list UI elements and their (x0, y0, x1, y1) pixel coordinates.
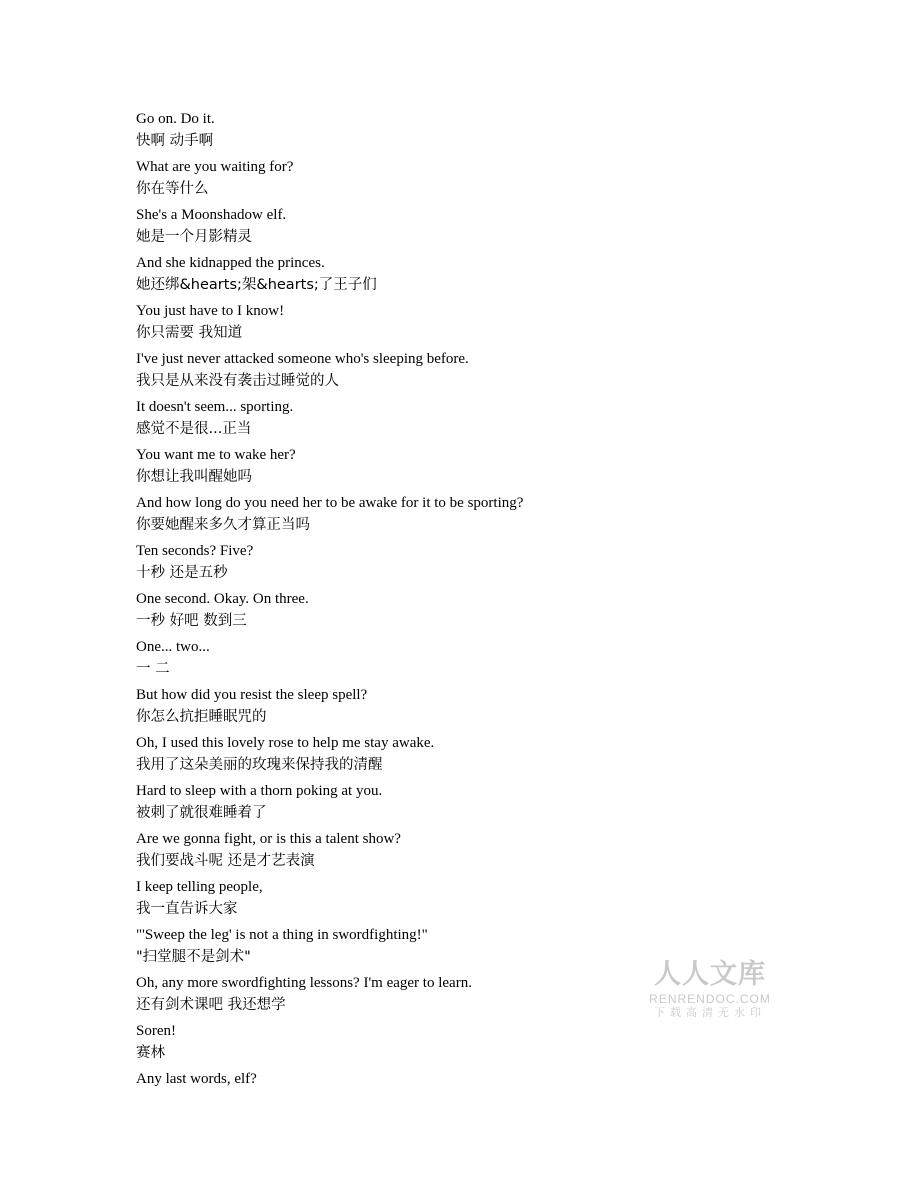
subtitle-pair (136, 108, 756, 153)
english-line: Oh, any more swordfighting lessons? I'm eager to learn. (136, 975, 472, 991)
subtitle-pair (136, 876, 756, 921)
english-line: And how long do you need her to be awake for it to be sporting? (136, 495, 524, 511)
chinese-line: 赛林 (136, 1045, 165, 1061)
chinese-line: 被刺了就很难睡着了 (136, 805, 267, 821)
chinese-line: 还有剑术课吧 我还想学 (136, 997, 286, 1013)
subtitle-pair (136, 1068, 756, 1090)
subtitle-pair (136, 444, 756, 489)
chinese-line: 快啊 动手啊 (136, 133, 214, 149)
chinese-line: 我用了这朵美丽的玫瑰来保持我的清醒 (136, 757, 383, 773)
subtitle-pair (136, 540, 756, 585)
chinese-line: 十秒 还是五秒 (136, 565, 228, 581)
english-line: Ten seconds? Five? (136, 543, 254, 559)
chinese-line: "扫堂腿不是剑术" (136, 949, 251, 965)
english-line: You want me to wake her? (136, 447, 296, 463)
subtitle-pair (136, 828, 756, 873)
subtitle-list (136, 108, 756, 1090)
english-line: Any last words, elf? (136, 1071, 257, 1087)
english-line: Oh, I used this lovely rose to help me stay awake. (136, 735, 435, 751)
chinese-line: 我只是从来没有袭击过睡觉的人 (136, 373, 339, 389)
english-line: It doesn't seem... sporting. (136, 399, 294, 415)
english-line: You just have to I know! (136, 303, 285, 319)
subtitle-pair (136, 396, 756, 441)
english-line: Hard to sleep with a thorn poking at you. (136, 783, 383, 799)
chinese-line: 她还绑&hearts;架&hearts;了王子们 (136, 277, 377, 293)
chinese-line: 感觉不是很...正当 (136, 421, 252, 437)
english-line: Go on. Do it. (136, 111, 215, 127)
chinese-line: 你要她醒来多久才算正当吗 (136, 517, 310, 533)
english-line: Are we gonna fight, or is this a talent show? (136, 831, 401, 847)
subtitle-pair (136, 492, 756, 537)
watermark-title: 人人文库 (654, 959, 766, 990)
chinese-line: 你在等什么 (136, 181, 209, 197)
english-line: I've just never attacked someone who's sleeping before. (136, 351, 469, 367)
subtitle-pair (136, 780, 756, 825)
chinese-line: 你想让我叫醒她吗 (136, 469, 252, 485)
watermark-tagline: 下载高清无水印 (654, 1006, 766, 1019)
chinese-line: 你怎么抗拒睡眠咒的 (136, 709, 267, 725)
chinese-line: 她是一个月影精灵 (136, 229, 252, 245)
english-line: One... two... (136, 639, 210, 655)
subtitle-pair (136, 300, 756, 345)
watermark-domain: RENRENDOC.COM (649, 992, 771, 1006)
chinese-line: 你只需要 我知道 (136, 325, 243, 341)
english-line: What are you waiting for? (136, 159, 294, 175)
watermark-logo (648, 958, 772, 1020)
chinese-line: 一秒 好吧 数到三 (136, 613, 247, 629)
subtitle-pair (136, 204, 756, 249)
english-line: One second. Okay. On three. (136, 591, 309, 607)
subtitle-pair (136, 348, 756, 393)
subtitle-pair (136, 636, 756, 681)
english-line: She's a Moonshadow elf. (136, 207, 287, 223)
english-line: I keep telling people, (136, 879, 263, 895)
chinese-line: 我们要战斗呢 还是才艺表演 (136, 853, 315, 869)
subtitle-pair (136, 1020, 756, 1065)
english-line: "'Sweep the leg' is not a thing in swordfighting!" (136, 927, 428, 943)
english-line: And she kidnapped the princes. (136, 255, 325, 271)
english-line: But how did you resist the sleep spell? (136, 687, 368, 703)
chinese-line: 我一直告诉大家 (136, 901, 238, 917)
subtitle-pair (136, 588, 756, 633)
subtitle-pair (136, 156, 756, 201)
chinese-line: 一 二 (136, 661, 170, 677)
subtitle-pair (136, 732, 756, 777)
english-line: Soren! (136, 1023, 176, 1039)
subtitle-pair (136, 252, 756, 297)
subtitle-pair (136, 684, 756, 729)
